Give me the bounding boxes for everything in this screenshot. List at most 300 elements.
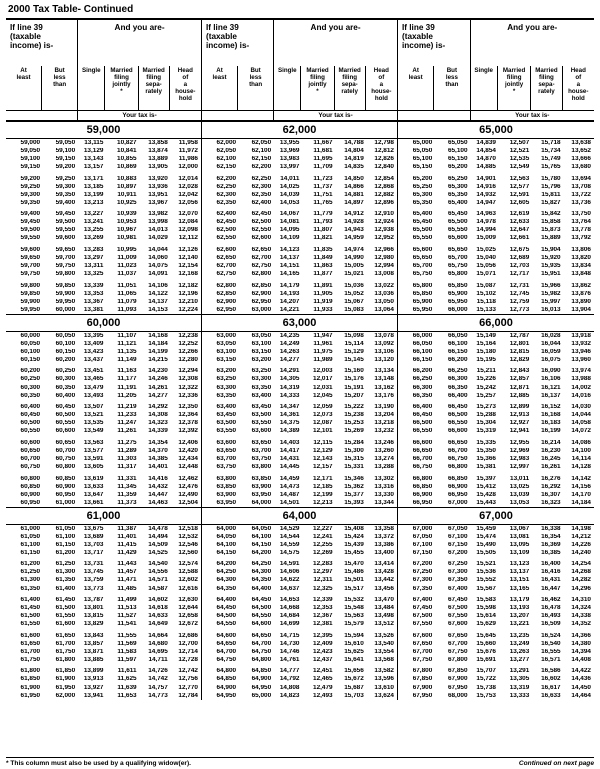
- cell-at-least: 60,500: [20, 420, 41, 427]
- cell-but-less-than: 65,850: [447, 282, 468, 289]
- cell-at-least: 62,850: [216, 290, 237, 297]
- cell-but-less-than: 64,150: [251, 541, 272, 548]
- cell-at-least: 65,050: [412, 147, 433, 154]
- cell-hoh: 13,260: [374, 447, 394, 454]
- cell-mfj: 11,037: [117, 271, 137, 278]
- cell-single: 13,311: [84, 262, 104, 269]
- cell-single: 14,994: [476, 227, 496, 234]
- cell-mfj: 12,885: [509, 392, 530, 399]
- cell-mfs: 15,331: [344, 463, 364, 470]
- cell-mfs: 16,137: [541, 392, 561, 399]
- cell-single: 14,963: [476, 211, 496, 218]
- cell-at-least: 64,800: [216, 668, 237, 675]
- cell-single: 13,941: [83, 692, 104, 699]
- cell-but-less-than: 63,950: [251, 491, 272, 498]
- cell-but-less-than: 65,750: [447, 262, 468, 269]
- cell-but-less-than: 66,500: [447, 412, 468, 419]
- cell-at-least: 62,950: [216, 306, 237, 313]
- header-married-filing-separately: Married filing sepa- rately: [531, 66, 562, 110]
- cell-mfj: 10,897: [117, 183, 137, 190]
- cell-single: 14,249: [279, 340, 300, 347]
- table-row: [6, 183, 201, 191]
- cell-but-less-than: 66,900: [447, 483, 468, 490]
- cell-single: 13,535: [83, 420, 104, 427]
- cell-mfj: 12,899: [509, 404, 530, 411]
- cell-mfj: 11,121: [117, 340, 137, 347]
- cell-but-less-than: 66,650: [447, 439, 468, 446]
- table-row: [6, 199, 201, 207]
- cell-but-less-than: 66,000: [447, 306, 468, 313]
- cell-hoh: 14,058: [571, 420, 591, 427]
- footer-divider: [6, 757, 594, 758]
- cell-at-least: 66,000: [412, 332, 433, 339]
- cell-but-less-than: 59,650: [55, 246, 76, 253]
- cell-single: 13,815: [83, 613, 104, 620]
- table-row: [6, 384, 201, 392]
- cell-hoh: 14,352: [571, 621, 591, 628]
- cell-at-least: 60,000: [20, 332, 41, 339]
- cell-mfj: 12,325: [313, 585, 333, 592]
- cell-at-least: 65,300: [412, 191, 433, 198]
- cell-mfj: 11,471: [117, 577, 137, 584]
- cell-at-least: 67,550: [412, 621, 433, 628]
- table-row: [202, 199, 397, 207]
- header-head-of-household: Head of a house- hold: [568, 67, 589, 102]
- cell-mfj: 11,597: [117, 656, 137, 663]
- cell-hoh: 13,568: [374, 656, 394, 663]
- cell-single: 15,474: [476, 533, 496, 540]
- cell-mfs: 16,323: [541, 499, 561, 506]
- cell-but-less-than: 60,450: [55, 404, 76, 411]
- cell-hoh: 13,372: [374, 533, 394, 540]
- cell-hoh: 12,168: [178, 271, 198, 278]
- cell-mfj: 12,087: [313, 420, 333, 427]
- cell-at-least: 61,350: [20, 585, 41, 592]
- cell-but-less-than: 62,200: [251, 163, 272, 170]
- table-row: [398, 427, 594, 435]
- cell-hoh: 12,462: [178, 475, 198, 482]
- cell-single: 14,854: [476, 147, 496, 154]
- table-row: [6, 525, 201, 533]
- cell-mfj: 11,527: [117, 613, 137, 620]
- cell-but-less-than: 64,350: [251, 577, 272, 584]
- cell-hoh: 12,812: [374, 147, 394, 154]
- table-row: [6, 541, 201, 549]
- cell-single: 15,133: [476, 306, 496, 313]
- cell-at-least: 60,850: [20, 483, 41, 490]
- cell-single: 14,319: [279, 384, 300, 391]
- header-taxable-income-label: If line 39 (taxable income) is-: [6, 20, 78, 66]
- cell-hoh: 14,464: [571, 692, 591, 699]
- cell-mfs: 14,711: [148, 656, 168, 663]
- table-row: [6, 411, 201, 419]
- cell-mfj: 13,067: [509, 525, 530, 532]
- cell-single: 15,412: [476, 483, 496, 490]
- cell-at-least: 65,100: [412, 155, 433, 162]
- cell-mfj: 13,151: [509, 577, 530, 584]
- cell-hoh: 13,582: [374, 668, 394, 675]
- cell-mfs: 14,602: [148, 597, 168, 604]
- cell-at-least: 66,700: [412, 455, 433, 462]
- cell-mfs: 15,765: [541, 163, 561, 170]
- cell-single: 13,857: [83, 640, 104, 647]
- cell-mfs: 14,695: [148, 648, 168, 655]
- cell-single: 14,746: [279, 648, 300, 655]
- cell-hoh: 12,266: [178, 348, 198, 355]
- table-row: [6, 585, 201, 593]
- cell-but-less-than: 66,850: [447, 475, 468, 482]
- cell-mfs: 14,478: [148, 525, 168, 532]
- cell-mfs: 14,990: [344, 254, 364, 261]
- cell-mfj: 11,429: [117, 549, 137, 556]
- cell-at-least: 67,650: [412, 640, 433, 647]
- cell-at-least: 59,050: [20, 147, 41, 154]
- cell-mfj: 11,667: [313, 139, 333, 146]
- cell-single: 14,347: [279, 404, 300, 411]
- cell-hoh: 12,322: [178, 384, 198, 391]
- cell-mfj: 12,703: [509, 262, 530, 269]
- cell-at-least: 59,750: [20, 271, 41, 278]
- cell-at-least: 63,900: [216, 491, 237, 498]
- cell-but-less-than: 63,900: [251, 483, 272, 490]
- cell-at-least: 67,600: [412, 632, 433, 639]
- header-your-tax-is: Your tax is-: [78, 110, 201, 120]
- cell-but-less-than: 59,350: [55, 191, 76, 198]
- cell-single: 15,211: [476, 368, 496, 375]
- cell-mfs: 15,532: [344, 597, 364, 604]
- cell-mfs: 14,122: [148, 290, 168, 297]
- cell-mfj: 12,255: [313, 541, 333, 548]
- table-row: [6, 218, 201, 226]
- cell-but-less-than: 64,800: [251, 656, 272, 663]
- cell-mfj: 13,193: [509, 605, 530, 612]
- cell-mfj: 13,263: [509, 648, 530, 655]
- cell-hoh: 13,694: [571, 175, 591, 182]
- table-row: [202, 604, 397, 612]
- cell-single: 13,367: [83, 298, 104, 305]
- cell-at-least: 60,900: [20, 491, 41, 498]
- cell-mfs: 14,757: [148, 684, 168, 691]
- table-row: [6, 692, 201, 700]
- cell-but-less-than: 63,800: [251, 463, 272, 470]
- cell-mfj: 11,303: [117, 455, 137, 462]
- cell-at-least: 65,700: [412, 262, 433, 269]
- cell-single: 14,445: [279, 463, 300, 470]
- cell-hoh: 13,764: [571, 219, 591, 226]
- cell-at-least: 66,750: [412, 463, 433, 470]
- cell-at-least: 64,950: [216, 692, 237, 699]
- cell-mfs: 16,168: [541, 412, 561, 419]
- cell-mfs: 15,005: [344, 262, 364, 269]
- cell-but-less-than: 65,500: [447, 219, 468, 226]
- cell-at-least: 66,800: [412, 475, 433, 482]
- table-row: [6, 298, 201, 306]
- cell-mfs: 14,215: [148, 356, 168, 363]
- cell-at-least: 63,350: [216, 392, 237, 399]
- table-row: [6, 155, 201, 163]
- cell-single: 13,997: [279, 163, 300, 170]
- cell-hoh: 12,910: [374, 211, 394, 218]
- cell-hoh: 12,336: [178, 392, 198, 399]
- cell-at-least: 62,700: [216, 262, 237, 269]
- cell-but-less-than: 67,900: [447, 676, 468, 683]
- cell-at-least: 66,400: [412, 404, 433, 411]
- cell-at-least: 64,300: [216, 577, 237, 584]
- cell-hoh: 14,422: [571, 668, 591, 675]
- cell-hoh: 13,064: [374, 306, 394, 313]
- table-row: [6, 427, 201, 435]
- income-band-header: [6, 314, 201, 332]
- table-row: [398, 348, 594, 356]
- cell-but-less-than: 60,200: [55, 356, 76, 363]
- cell-hoh: 13,554: [374, 648, 394, 655]
- cell-single: 15,025: [476, 246, 496, 253]
- cell-mfj: 11,639: [117, 684, 137, 691]
- cell-single: 15,397: [476, 475, 496, 482]
- cell-at-least: 65,900: [412, 298, 433, 305]
- cell-single: 13,451: [83, 368, 104, 375]
- cell-hoh: 14,128: [571, 463, 591, 470]
- cell-hoh: 13,106: [374, 348, 394, 355]
- table-row: [398, 282, 594, 290]
- cell-single: 15,180: [476, 348, 496, 355]
- table-row: [6, 499, 201, 507]
- cell-hoh: 12,714: [178, 648, 198, 655]
- cell-at-least: 64,650: [216, 640, 237, 647]
- cell-mfs: 14,618: [148, 605, 168, 612]
- cell-mfs: 15,563: [344, 613, 364, 620]
- cell-mfj: 11,891: [313, 282, 333, 289]
- cell-at-least: 63,850: [216, 483, 237, 490]
- cell-mfs: 16,602: [541, 676, 561, 683]
- cell-mfs: 16,261: [541, 463, 561, 470]
- cell-single: 14,403: [279, 439, 300, 446]
- cell-at-least: 64,000: [216, 525, 237, 532]
- table-row: [6, 604, 201, 612]
- cell-but-less-than: 67,450: [447, 597, 468, 604]
- table-row: [202, 439, 397, 447]
- cell-but-less-than: 61,250: [55, 561, 76, 568]
- table-row: [6, 262, 201, 270]
- cell-but-less-than: 64,300: [251, 569, 272, 576]
- cell-single: 13,199: [83, 191, 104, 198]
- cell-mfs: 14,168: [148, 332, 168, 339]
- cell-hoh: 12,700: [178, 640, 198, 647]
- cell-at-least: 66,100: [412, 348, 433, 355]
- table-row: [6, 246, 201, 254]
- cell-but-less-than: 65,650: [447, 246, 468, 253]
- cell-at-least: 59,450: [20, 219, 41, 226]
- cell-at-least: 64,250: [216, 569, 237, 576]
- cell-single: 15,753: [476, 692, 496, 699]
- cell-mfs: 15,873: [541, 227, 561, 234]
- table-row: [6, 348, 201, 356]
- table-row: [202, 676, 397, 684]
- cell-mfs: 15,393: [344, 499, 364, 506]
- table-row: [6, 447, 201, 455]
- cell-mfs: 15,315: [344, 455, 364, 462]
- cell-at-least: 59,900: [20, 298, 41, 305]
- cell-mfs: 16,400: [541, 561, 561, 568]
- cell-single: 13,885: [83, 656, 104, 663]
- cell-but-less-than: 66,950: [447, 491, 468, 498]
- table-row: [398, 525, 594, 533]
- cell-single: 14,095: [279, 227, 300, 234]
- table-row: [202, 585, 397, 593]
- cell-mfj: 11,275: [117, 439, 137, 446]
- table-row: [398, 306, 594, 314]
- cell-hoh: 12,196: [178, 290, 198, 297]
- cell-hoh: 13,652: [571, 147, 591, 154]
- cell-mfs: 14,401: [148, 463, 168, 470]
- cell-but-less-than: 63,100: [251, 340, 272, 347]
- cell-but-less-than: 60,000: [55, 306, 76, 313]
- cell-at-least: 61,050: [20, 533, 41, 540]
- cell-mfj: 12,465: [313, 676, 333, 683]
- header-but-less-than: But less than: [434, 66, 470, 110]
- cell-but-less-than: 62,800: [251, 271, 272, 278]
- cell-single: 15,056: [476, 262, 496, 269]
- header-spacer: [202, 110, 274, 120]
- cell-but-less-than: 66,550: [447, 420, 468, 427]
- cell-mfs: 16,571: [541, 656, 561, 663]
- cell-hoh: 13,932: [571, 340, 591, 347]
- cell-mfj: 13,025: [509, 483, 530, 490]
- cell-hoh: 13,904: [571, 306, 591, 313]
- table-row: [202, 419, 397, 427]
- cell-single: 15,598: [476, 605, 496, 612]
- cell-but-less-than: 66,200: [447, 356, 468, 363]
- cell-hoh: 12,686: [178, 632, 198, 639]
- cell-but-less-than: 61,600: [55, 621, 76, 628]
- cell-mfs: 14,060: [148, 254, 168, 261]
- cell-single: 14,053: [279, 199, 300, 206]
- cell-at-least: 66,500: [412, 420, 433, 427]
- cell-but-less-than: 66,250: [447, 368, 468, 375]
- cell-mfj: 11,947: [313, 332, 333, 339]
- table-row: [6, 533, 201, 541]
- table-row: [202, 191, 397, 199]
- cell-but-less-than: 64,050: [251, 525, 272, 532]
- cell-hoh: 14,380: [571, 640, 591, 647]
- cell-at-least: 62,100: [216, 155, 237, 162]
- cell-mfj: 11,247: [117, 420, 137, 427]
- cell-hoh: 12,014: [178, 175, 198, 182]
- table-row: [202, 411, 397, 419]
- tax-table-column-3: [398, 18, 594, 700]
- cell-but-less-than: 65,050: [447, 139, 468, 146]
- cell-but-less-than: 61,000: [55, 499, 76, 506]
- cell-mfs: 15,207: [344, 392, 364, 399]
- cell-but-less-than: 59,750: [55, 262, 76, 269]
- cell-but-less-than: 61,300: [55, 569, 76, 576]
- cell-mfj: 12,017: [313, 376, 333, 383]
- cell-but-less-than: 62,750: [251, 262, 272, 269]
- cell-but-less-than: 63,550: [251, 420, 272, 427]
- cell-mfs: 15,951: [541, 271, 561, 278]
- cell-mfj: 12,367: [313, 613, 333, 620]
- header-taxable-income-label: If line 39 (taxable income) is-: [202, 20, 274, 66]
- cell-hoh: 12,280: [178, 356, 198, 363]
- cell-single: 13,871: [83, 648, 104, 655]
- cell-at-least: 66,600: [412, 439, 433, 446]
- cell-single: 15,226: [476, 376, 496, 383]
- cell-mfj: 11,611: [117, 668, 137, 675]
- cell-mfj: 11,065: [117, 290, 137, 297]
- cell-at-least: 59,100: [20, 155, 41, 162]
- page-title-main: 2000 Tax Table-: [8, 4, 81, 15]
- cell-single: 15,242: [476, 384, 496, 391]
- cell-at-least: 61,300: [20, 577, 41, 584]
- cell-hoh: 12,952: [374, 235, 394, 242]
- cell-mfj: 13,165: [509, 585, 530, 592]
- cell-mfj: 11,933: [313, 306, 333, 313]
- table-row: [398, 332, 594, 340]
- cell-single: 14,207: [279, 298, 300, 305]
- cell-hoh: 12,826: [374, 155, 394, 162]
- cell-hoh: 13,792: [571, 235, 591, 242]
- cell-mfj: 12,717: [509, 271, 530, 278]
- table-row: [398, 533, 594, 541]
- table-row: [398, 340, 594, 348]
- cell-mfs: 15,935: [541, 262, 561, 269]
- cell-but-less-than: 64,450: [251, 597, 272, 604]
- cell-mfj: 12,927: [509, 420, 530, 427]
- cell-hoh: 12,420: [178, 447, 198, 454]
- table-row: [6, 290, 201, 298]
- cell-but-less-than: 59,200: [55, 163, 76, 170]
- cell-at-least: 60,800: [20, 475, 41, 482]
- cell-hoh: 12,546: [178, 541, 198, 548]
- cell-at-least: 62,650: [216, 254, 237, 261]
- cell-mfs: 15,439: [344, 541, 364, 548]
- cell-mfs: 14,261: [148, 384, 168, 391]
- table-row: [202, 533, 397, 541]
- table-row: [398, 632, 594, 640]
- table-row: [398, 483, 594, 491]
- cell-at-least: 61,900: [20, 684, 41, 691]
- cell-mfj: 12,339: [313, 597, 333, 604]
- cell-but-less-than: 62,150: [251, 155, 272, 162]
- cell-mfs: 15,346: [344, 475, 364, 482]
- table-row: [6, 175, 201, 183]
- cell-but-less-than: 62,900: [251, 290, 272, 297]
- table-row: [202, 175, 397, 183]
- cell-but-less-than: 60,250: [55, 368, 76, 375]
- cell-but-less-than: 64,200: [251, 549, 272, 556]
- table-row: [398, 455, 594, 463]
- cell-single: 13,829: [83, 621, 104, 628]
- table-row: [6, 549, 201, 557]
- cell-single: 14,808: [279, 684, 300, 691]
- income-band-header: [6, 121, 201, 139]
- cell-mfs: 15,362: [344, 483, 364, 490]
- table-row: [202, 648, 397, 656]
- cell-hoh: 12,840: [374, 163, 394, 170]
- cell-single: 14,529: [279, 525, 300, 532]
- cell-but-less-than: 62,700: [251, 254, 272, 261]
- cell-single: 13,395: [83, 332, 104, 339]
- cell-hoh: 11,986: [178, 155, 198, 162]
- header-spacer: [6, 110, 78, 120]
- table-row: [6, 340, 201, 348]
- cell-mfj: 12,297: [313, 569, 333, 576]
- cell-single: 14,544: [279, 533, 300, 540]
- cell-but-less-than: 60,050: [55, 332, 76, 339]
- table-row: [202, 218, 397, 226]
- cell-single: 15,459: [476, 525, 496, 532]
- header-but-less-than: But less than: [238, 66, 274, 110]
